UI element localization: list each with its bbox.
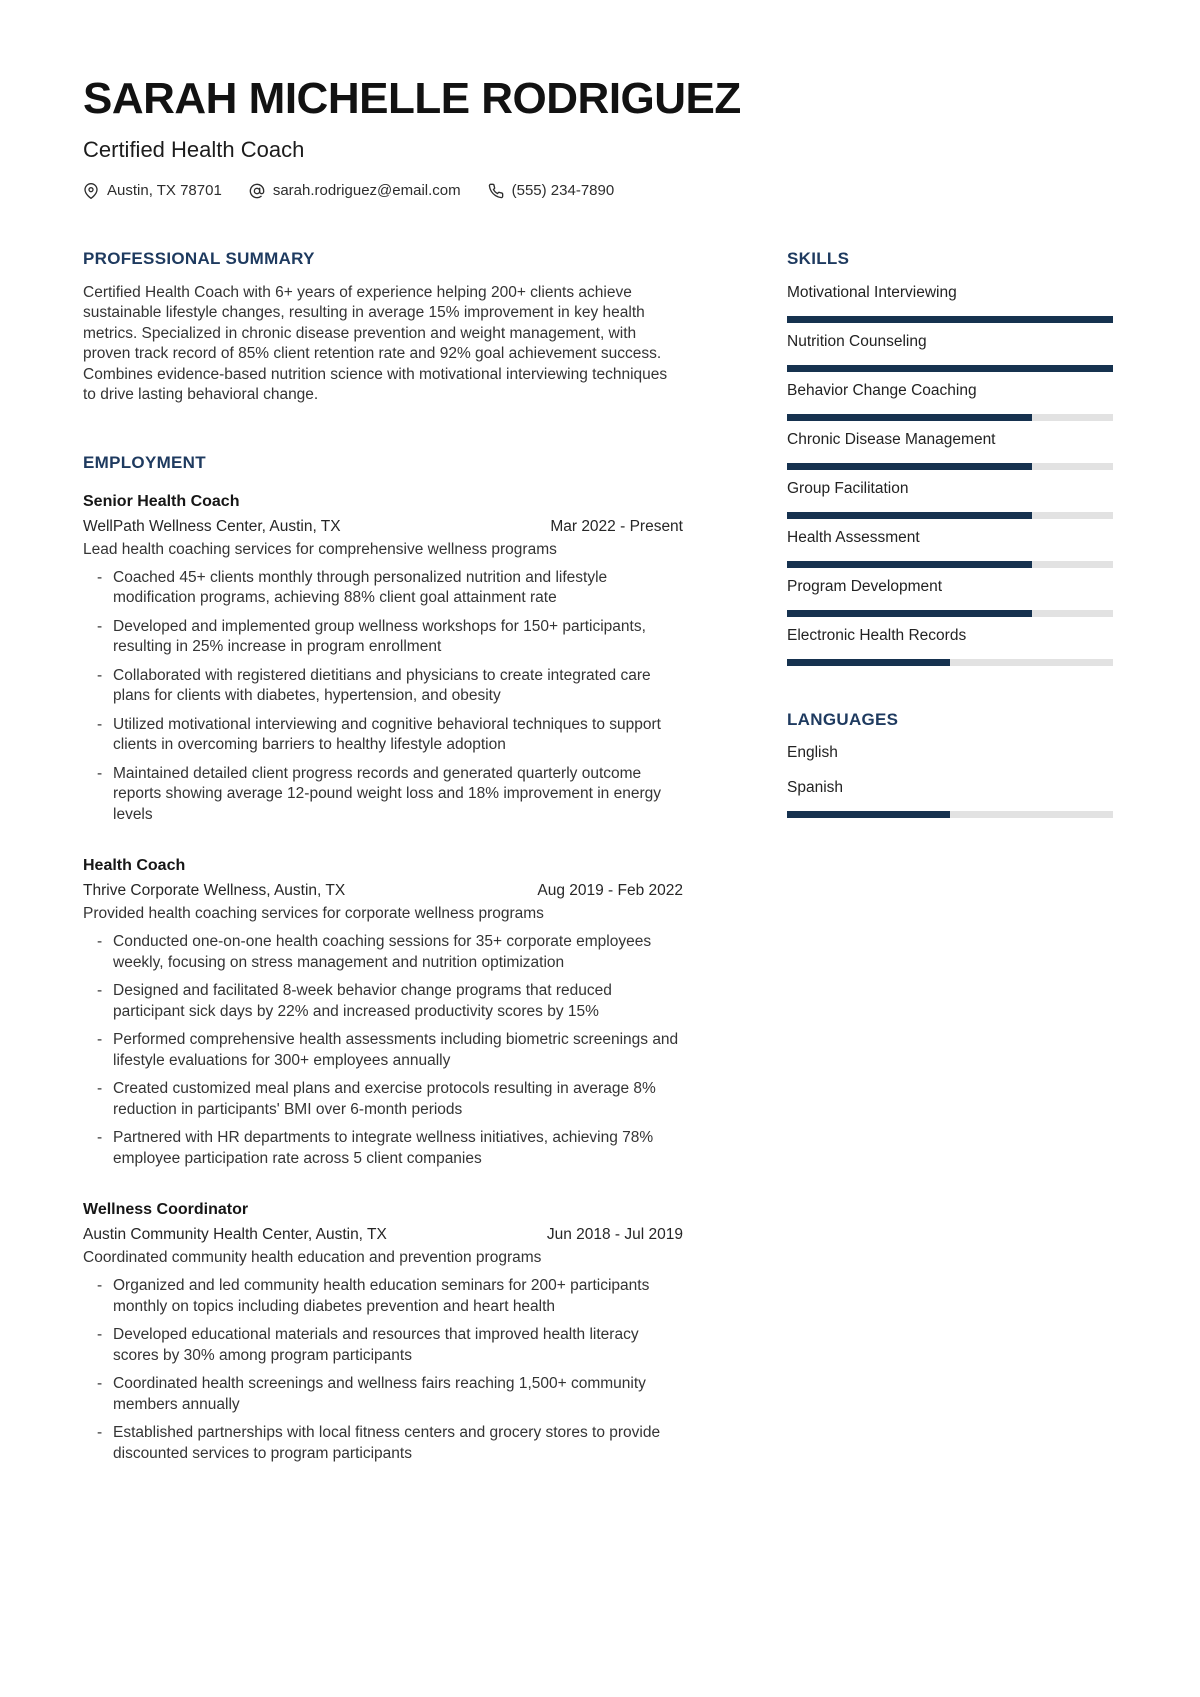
meter-bar-fill xyxy=(787,512,1032,519)
skill-label: Program Development xyxy=(787,577,943,595)
job-company: Thrive Corporate Wellness, Austin, TX xyxy=(83,882,346,900)
job-bullet: - Conducted one-on-one health coaching sessions for 35+ corporate employees weekly, focusing on stress management and nutrition optimization xyxy=(83,932,683,973)
job-list xyxy=(83,491,683,1465)
skill-item xyxy=(787,479,1113,519)
summary-heading: PROFESSIONAL SUMMARY xyxy=(83,249,315,269)
contact-email-text: sarah.rodriguez@email.com xyxy=(272,182,461,200)
language-label: Spanish xyxy=(787,778,844,796)
meter-bar-fill xyxy=(787,610,1032,617)
contact-phone xyxy=(488,182,615,199)
meter-bar-track xyxy=(787,659,1113,666)
candidate-title: Certified Health Coach xyxy=(83,137,305,163)
meter-bar-fill xyxy=(787,463,1032,470)
job-bullet: - Developed and implemented group wellness workshops for 150+ participants, resulting in 25% increase in program enrollment xyxy=(83,617,683,658)
job-bullet: - Created customized meal plans and exercise protocols resulting in average 8% reduction in participants' BMI over 6-month periods xyxy=(83,1079,683,1120)
job-bullet-list xyxy=(83,1276,683,1464)
meter-bar-track xyxy=(787,561,1113,568)
phone-icon xyxy=(488,183,504,199)
job-bullet: - Coordinated health screenings and wellness fairs reaching 1,500+ community members annually xyxy=(83,1374,683,1415)
job-title: Health Coach xyxy=(83,857,186,875)
language-item xyxy=(787,778,1113,818)
job-bullet-list xyxy=(83,932,683,1169)
contact-email xyxy=(249,182,461,199)
meter-bar-fill xyxy=(787,659,950,666)
job-bullet: - Established partnerships with local fitness centers and grocery stores to provide discounted services to program participants xyxy=(83,1423,683,1464)
skill-label: Motivational Interviewing xyxy=(787,283,957,301)
summary-section xyxy=(83,249,683,405)
meter-bar-track xyxy=(787,512,1113,519)
job-entry xyxy=(83,1199,683,1464)
contact-location xyxy=(83,182,222,199)
job-bullet: - Partnered with HR departments to integrate wellness initiatives, achieving 78% employee participation rate across 5 client companies xyxy=(83,1128,683,1169)
job-bullet: - Coached 45+ clients monthly through personalized nutrition and lifestyle modification programs, achieving 88% client goal attainment rate xyxy=(83,568,683,609)
meter-bar-fill xyxy=(787,414,1032,421)
resume-body xyxy=(83,249,1113,1464)
job-bullet: - Utilized motivational interviewing and cognitive behavioral techniques to support clients in overcoming barriers to healthy lifestyle adoption xyxy=(83,715,683,756)
job-bullet: - Collaborated with registered dietitians and physicians to create integrated care plans for clients with diabetes, hypertension, and obesity xyxy=(83,666,683,707)
skill-item xyxy=(787,528,1113,568)
skills-heading: SKILLS xyxy=(787,249,850,269)
skill-item xyxy=(787,626,1113,666)
job-description: Coordinated community health education and prevention programs xyxy=(83,1249,542,1267)
job-title: Wellness Coordinator xyxy=(83,1201,249,1219)
meter-bar-track xyxy=(787,316,1113,323)
language-list xyxy=(787,743,1113,818)
main-column xyxy=(83,249,683,1464)
contact-location-text: Austin, TX 78701 xyxy=(107,182,222,200)
job-description: Lead health coaching services for comprehensive wellness programs xyxy=(83,540,557,558)
job-bullet-list xyxy=(83,568,683,826)
meter-bar-fill xyxy=(787,365,1113,372)
job-company: WellPath Wellness Center, Austin, TX xyxy=(83,517,341,535)
skill-label: Group Facilitation xyxy=(787,479,909,497)
job-bullet: - Organized and led community health education seminars for 200+ participants monthly on topics including diabetes prevention and heart health xyxy=(83,1276,683,1317)
skill-label: Behavior Change Coaching xyxy=(787,381,977,399)
skill-item xyxy=(787,381,1113,421)
job-meta-row xyxy=(83,1224,683,1245)
meter-bar-fill xyxy=(787,316,1113,323)
summary-text: Certified Health Coach with 6+ years of experience helping 200+ clients achieve sustainable lifestyle changes, resulting in average 15% improvement in key health metrics. Specialized in chronic disease prevention and weight management, with proven track record of 85% client retention rate and 92% goal achievement success. Combines evidence-based nutrition science with motivational interviewing techniques to drive lasting behavioral change. xyxy=(83,283,668,404)
candidate-name: SARAH MICHELLE RODRIGUEZ xyxy=(83,74,741,123)
skill-item xyxy=(787,577,1113,617)
meter-bar-track xyxy=(787,414,1113,421)
employment-section xyxy=(83,453,683,1465)
contact-phone-text: (555) 234-7890 xyxy=(511,182,615,200)
skill-label: Chronic Disease Management xyxy=(787,430,996,448)
skill-item xyxy=(787,332,1113,372)
job-title: Senior Health Coach xyxy=(83,492,240,510)
skill-list xyxy=(787,283,1113,666)
resume-header xyxy=(83,76,1113,199)
location-pin-icon xyxy=(83,183,99,199)
job-description: Provided health coaching services for corporate wellness programs xyxy=(83,905,544,923)
job-dates: Aug 2019 - Feb 2022 xyxy=(537,882,683,900)
job-meta-row xyxy=(83,516,683,537)
job-bullet: - Maintained detailed client progress records and generated quarterly outcome reports showing average 12-pound weight loss and 18% improvement in energy levels xyxy=(83,764,683,826)
skill-item xyxy=(787,283,1113,323)
job-company: Austin Community Health Center, Austin, TX xyxy=(83,1226,387,1244)
meter-bar-track xyxy=(787,610,1113,617)
job-meta-row xyxy=(83,880,683,901)
language-item xyxy=(787,743,1113,763)
skill-label: Nutrition Counseling xyxy=(787,332,927,350)
meter-bar-fill xyxy=(787,561,1032,568)
job-bullet: - Designed and facilitated 8-week behavior change programs that reduced participant sick days by 22% and increased productivity scores by 15% xyxy=(83,981,683,1022)
meter-bar-track xyxy=(787,811,1113,818)
job-entry xyxy=(83,491,683,826)
job-dates: Jun 2018 - Jul 2019 xyxy=(546,1226,683,1244)
languages-heading: LANGUAGES xyxy=(787,709,899,729)
language-label: English xyxy=(787,743,838,761)
job-entry xyxy=(83,855,683,1169)
languages-section xyxy=(787,710,1113,818)
meter-bar-track xyxy=(787,365,1113,372)
at-sign-icon xyxy=(249,183,265,199)
skill-label: Health Assessment xyxy=(787,528,920,546)
employment-heading: EMPLOYMENT xyxy=(83,452,206,472)
meter-bar-track xyxy=(787,463,1113,470)
job-dates: Mar 2022 - Present xyxy=(550,517,683,535)
sidebar-column xyxy=(787,249,1113,1464)
meter-bar-fill xyxy=(787,811,950,818)
job-bullet: - Developed educational materials and resources that improved health literacy scores by 30% among program participants xyxy=(83,1325,683,1366)
job-bullet: - Performed comprehensive health assessments including biometric screenings and lifestyle evaluations for 300+ employees annually xyxy=(83,1030,683,1071)
contact-row xyxy=(83,182,1113,199)
skill-item xyxy=(787,430,1113,470)
skill-label: Electronic Health Records xyxy=(787,626,967,644)
skills-section xyxy=(787,249,1113,665)
